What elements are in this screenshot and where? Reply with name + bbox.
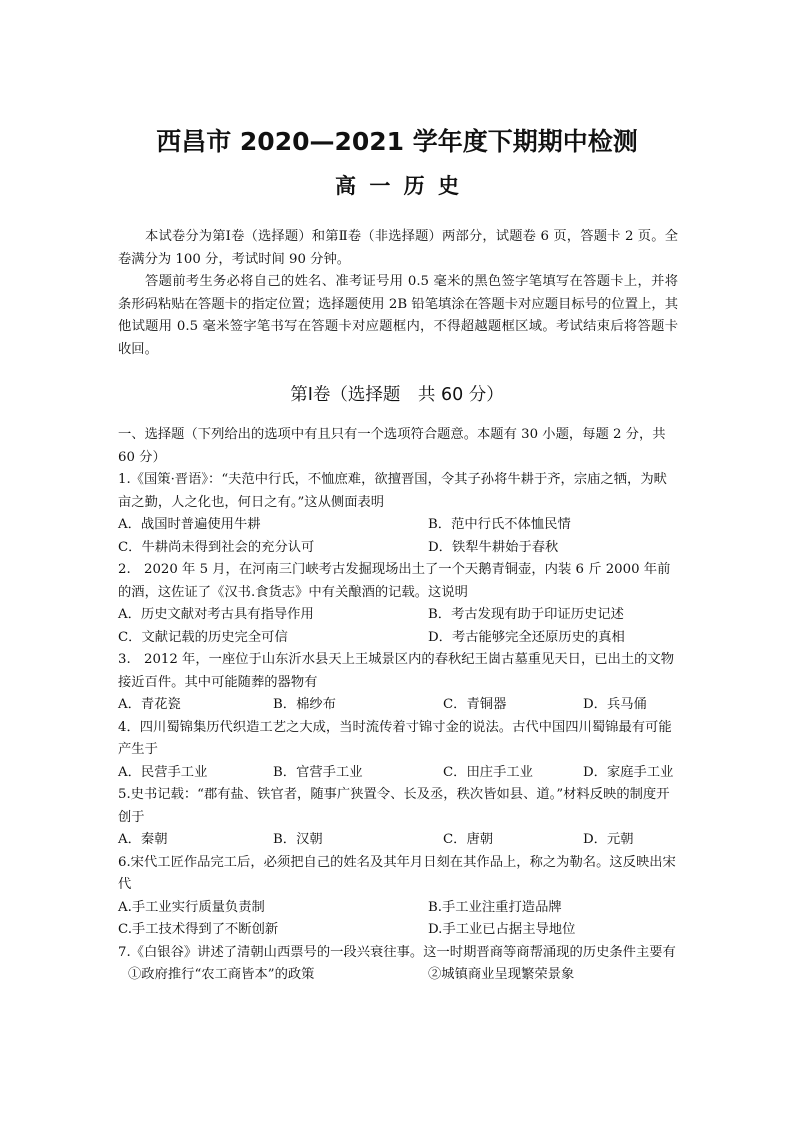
exam-subtitle: 高 一 历 史 — [335, 174, 459, 198]
option-a: A．战国时普遍使用牛耕 — [118, 517, 261, 532]
question-stem: 2. 2020 年 5 月，在河南三门峡考古发掘现场出土了一个天鹅青铜壶，内装 6 斤 2000 年前的酒，这佐证了《汉书.食货志》中有关酿酒的记载。这说明 — [118, 562, 671, 600]
option-d: D．铁犁牛耕始于春秋 — [428, 539, 559, 555]
option-a: A．民营手工业 — [118, 764, 208, 780]
options-row — [118, 604, 678, 627]
options-row — [118, 627, 678, 650]
option-d: D．元朝 — [583, 832, 634, 847]
instruction-paragraph: 答题前考生务必将自己的姓名、准考证号用 0.5 毫米的黑色签字笔填写在答题卡上，并将条形码粘贴在答题卡的指定位置；选择题使用 2B 铅笔填涂在答题卡对应题目标号的位置上，其他试题用 0.5 毫米签字笔书写在答题卡对应题框内，不得超越题框区域。考试结束后将答题卡收回。 — [118, 274, 678, 357]
section-title: 第Ⅰ卷（选择题 共 60 分） — [290, 385, 504, 405]
option-c: C．牛耕尚未得到社会的充分认可 — [118, 539, 315, 555]
options-row — [118, 537, 678, 560]
option-b: B．考古发现有助于印证历史记述 — [428, 607, 624, 622]
option-b: B．官营手工业 — [273, 764, 363, 780]
option-c: C.手工技术得到了不断创新 — [118, 922, 279, 937]
option-c: C．文献记载的历史完全可信 — [118, 629, 288, 645]
options-row — [118, 762, 678, 785]
options-row — [118, 919, 678, 942]
option-c: C．田庄手工业 — [443, 764, 533, 780]
option-d: D.手工业已占据主导地位 — [428, 922, 576, 937]
question-stem: 7.《白银谷》讲述了清朝山西票号的一段兴衰往事。这一时期晋商等商帮涌现的历史条件主要有 — [118, 944, 676, 960]
option-a: A．青花瓷 — [118, 697, 181, 712]
instructions — [118, 226, 678, 361]
option-a: A．秦朝 — [118, 832, 168, 847]
instruction-paragraph: 本试卷分为第Ⅰ卷（选择题）和第Ⅱ卷（非选择题）两部分，试题卷 6 页，答题卡 2 页。全卷满分为 100 分，考试时间 90 分钟。 — [118, 229, 678, 267]
option-1: ①政府推行“农工商皆本”的政策 — [128, 967, 315, 982]
options-row — [118, 964, 678, 987]
options-row — [118, 694, 678, 717]
section-intro: 一、选择题（下列给出的选项中有且只有一个选项符合题意。本题有 30 小题，每题 2 分，共 60 分） — [118, 427, 666, 465]
options-row — [118, 514, 678, 537]
question-stem: 5.史书记载：“郡有盐、铁官者，随事广狭置令、长及丞，秩次皆如县、道。”材料反映的制度开创于 — [118, 787, 670, 825]
exam-title: 西昌市 2020—2021 学年度下期期中检测 — [156, 127, 638, 156]
option-b: B．汉朝 — [273, 832, 323, 847]
option-2: ②城镇商业呈现繁荣景象 — [428, 967, 575, 982]
options-row — [118, 829, 678, 852]
option-a: A．历史文献对考古具有指导作用 — [118, 607, 314, 622]
options-row — [118, 897, 678, 920]
option-b: B．棉纱布 — [273, 697, 336, 712]
question-stem: 4．四川蜀锦集历代织造工艺之大成，当时流传着寸锦寸金的说法。古代中国四川蜀锦最有可能产生于 — [118, 719, 672, 757]
option-c: C．唐朝 — [443, 832, 494, 847]
option-d: D．家庭手工业 — [583, 764, 674, 780]
question-stem: 1.《国策·晋语》：“夫范中行氏，不恤庶难，欲擅晋国，令其子孙将牛耕于齐，宗庙之牺，为畎亩之勤，人之化也，何日之有。”这从侧面表明 — [118, 472, 667, 510]
question-stem: 3. 2012 年，一座位于山东沂水县天上王城景区内的春秋纪王崮古墓重见天日，已出土的文物接近百件。其中可能随葬的器物有 — [118, 652, 675, 690]
option-c: C．青铜器 — [443, 697, 507, 712]
option-d: D．考古能够完全还原历史的真相 — [428, 629, 625, 645]
option-a: A.手工业实行质量负责制 — [118, 899, 265, 915]
option-b: B.手工业注重打造品牌 — [428, 899, 562, 915]
option-d: D．兵马俑 — [583, 697, 647, 712]
question-stem: 6.宋代工匠作品完工后，必须把自己的姓名及其年月日刻在其作品上，称之为勒名。这反映出宋代 — [118, 854, 676, 892]
option-b: B．范中行氏不体恤民情 — [428, 517, 571, 532]
question-list — [118, 424, 678, 987]
